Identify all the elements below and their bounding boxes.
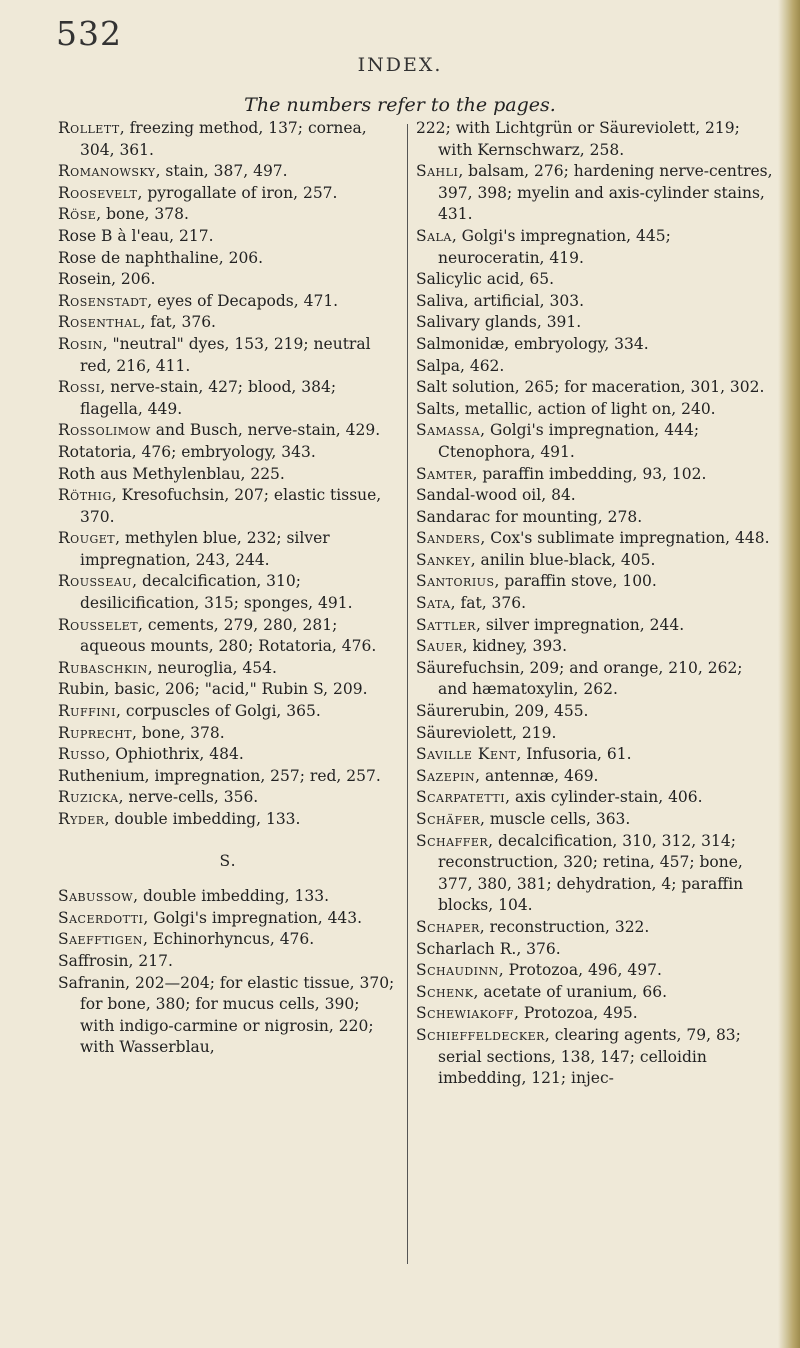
entry-text: , paraffin stove, 100. [494,572,657,591]
entry-author-name: Ruzicka [58,788,119,807]
entry-text: , "neutral" dyes, 153, 219; neutral red, 216, 411. [80,334,371,375]
entry-text: , kidney, 393. [462,637,568,656]
entry-text: , eyes of Decapods, 471. [147,291,339,310]
entry-text: , Protozoa, 496, 497. [498,961,662,980]
index-entry [416,399,774,421]
entry-text: , double imbedding, 133. [104,810,301,828]
entry-text: , Protozoa, 495. [513,1004,638,1023]
index-entry [416,377,774,399]
entry-author-name: Samassa [416,421,481,440]
entry-text: Säurefuchsin, 209; and orange, 210, 262; and hæmatoxylin, 262. [416,658,743,699]
entry-author-name: Russo [58,745,106,764]
index-entry [416,1025,774,1090]
entry-author-name: Rosenstadt [58,291,148,310]
column-divider [407,124,408,1264]
index-entry [58,420,398,442]
entry-author-name: Sabussow [58,887,134,906]
index-entry [416,420,774,463]
entry-text: , methylen blue, 232; silver impregnation, 243, 244. [80,529,330,569]
entry-text: , nerve-stain, 427; blood, 384; flagella, 449. [80,378,337,418]
index-entry [416,312,774,334]
index-entry [58,809,398,831]
entry-author-name: Rosin [58,334,103,353]
entry-text: 222; with Lichtgrün or Säureviolett, 219; with Kernschwarz, 258. [416,119,740,159]
index-entry [416,507,774,529]
entry-text: , fat, 376. [140,313,216,332]
entry-text: Salivary glands, 391. [416,313,582,332]
entry-text: , freezing method, 137; cornea, 304, 361. [80,119,367,159]
index-entry [58,766,398,788]
entry-text: Salt solution, 265; for maceration, 301, 302. [416,378,765,397]
index-entry [58,161,398,183]
running-head: INDEX. [357,54,443,76]
index-entry [58,334,398,377]
index-entry [58,528,398,571]
entry-author-name: Rollett [58,119,120,137]
index-entry [416,787,774,809]
index-entry [416,571,774,593]
entry-author-name: Rossi [58,378,101,397]
entry-text: Saffrosin, 217. [58,951,173,970]
index-entry [416,1003,774,1025]
entry-author-name: Scarpatetti [416,788,506,807]
entry-author-name: Rubaschkin [58,658,148,677]
index-entry [58,908,398,930]
entry-text: , muscle cells, 363. [480,810,631,828]
entry-author-name: Sazepin [416,766,476,785]
index-entry [416,269,774,291]
index-entry [58,571,398,614]
index-entry [416,464,774,486]
index-entry [416,701,774,723]
index-entry [58,723,398,745]
entry-text: , silver impregnation, 244. [475,615,685,634]
index-entry [58,269,398,291]
index-entry [416,744,774,766]
entry-author-name: Rousselet [58,615,139,634]
entry-text: Sandal-wood oil, 84. [416,486,576,505]
entry-text: Rosein, 206. [58,270,156,289]
entry-text: , Ophiothrix, 484. [105,745,244,764]
entry-author-name: Röthig [58,486,112,505]
index-entry [416,550,774,572]
entry-author-name: Sattler [416,615,476,634]
entry-text: , decalcification, 310, 312, 314; reconstruction, 320; retina, 457; bone, 377, 380, 381; dehydration, 4; paraffin blocks, 104. [438,831,744,915]
index-entry [58,248,398,270]
entry-author-name: Schäfer [416,810,481,828]
entry-text: Säurerubin, 209, 455. [416,702,589,721]
index-entry [416,334,774,356]
entry-text: Safranin, 202—204; for elastic tissue, 370; for bone, 380; for mucus cells, 390; with indigo-carmine or nigrosin, 220; with Wasserblau, [58,973,395,1057]
index-entry [416,356,774,378]
entry-text: Ruthenium, impregnation, 257; red, 257. [58,766,381,785]
entry-author-name: Rouget [58,529,116,548]
entry-author-name: Rousseau [58,572,133,591]
index-entry [58,679,398,701]
entry-author-name: Schenk [416,982,474,1001]
entry-text: , Golgi's impregnation, 443. [143,908,363,927]
index-entry [58,183,398,205]
page-number: 532 [56,14,122,53]
index-entry [416,528,774,550]
index-entry [416,723,774,745]
index-entry [416,485,774,507]
entry-text: , Golgi's impregnation, 445; neuroceratin, 419. [438,226,671,267]
entry-text: Rose de naphthaline, 206. [58,248,264,267]
entry-text: Salts, metallic, action of light on, 240. [416,399,716,418]
entry-text: , cements, 279, 280, 281; aqueous mounts, 280; Rotatoria, 476. [80,615,377,656]
index-entry [58,442,398,464]
index-entry [416,766,774,788]
index-entry [58,312,398,334]
index-entry [58,291,398,313]
entry-text: , Echinorhyncus, 476. [142,930,315,949]
index-entry [58,204,398,226]
index-entry [416,636,774,658]
index-entry [416,917,774,939]
entry-author-name: Sauer [416,637,463,656]
entry-text: , Kresofuchsin, 207; elastic tissue, 370. [80,486,382,526]
entry-text: , acetate of uranium, 66. [473,982,668,1001]
left-column [58,118,398,1059]
entry-text: Scharlach R., 376. [416,939,561,958]
right-column [416,118,774,1090]
entry-author-name: Rossolimow [58,421,151,440]
entry-text: , stain, 387, 497. [155,162,288,181]
entry-text: Salpa, 462. [416,356,505,375]
index-entry [58,886,398,908]
entry-text: Sandarac for mounting, 278. [416,507,643,526]
entry-author-name: Schaper [416,917,480,936]
index-entry [58,744,398,766]
entry-text: , axis cylinder-stain, 406. [505,788,703,807]
entry-text: Saliva, artificial, 303. [416,291,585,310]
entry-author-name: Romanowsky [58,162,156,181]
entry-author-name: Sacerdotti [58,908,144,927]
entry-text: , decalcification, 310; desilicification, 315; sponges, 491. [80,572,353,613]
entry-text: Rubin, basic, 206; "acid," Rubin S, 209. [58,680,368,699]
entry-text: Säureviolett, 219. [416,723,557,742]
entry-text: , corpuscles of Golgi, 365. [116,702,321,721]
index-entry [416,831,774,917]
entry-author-name: Sankey [416,550,471,569]
index-entry [58,658,398,680]
index-entry [58,787,398,809]
entry-author-name: Santorius [416,572,495,591]
entry-text: , clearing agents, 79, 83; serial sections, 138, 147; celloidin imbedding, 121; injec- [438,1025,741,1088]
index-entry [58,464,398,486]
entry-text: , neuroglia, 454. [147,658,277,677]
entry-author-name: Ruffini [58,702,117,721]
index-entry [416,982,774,1004]
entry-text: , Cox's sublimate impregnation, 448. [480,529,770,548]
entry-author-name: Rosenthal [58,313,141,332]
entry-text: , Golgi's impregnation, 444; Ctenophora, 491. [438,421,700,461]
entry-text: , reconstruction, 322. [479,917,650,936]
entry-text: , bone, 378. [132,723,225,742]
index-entry [416,593,774,615]
entry-text: , anilin blue-black, 405. [470,550,656,569]
section-letter: S. [219,851,237,870]
entry-author-name: Schaffer [416,831,489,850]
entry-text: , antennæ, 469. [475,766,599,785]
index-entry [58,615,398,658]
index-entry [58,701,398,723]
index-entry [58,377,398,420]
index-entry [58,118,398,161]
index-entry [58,929,398,951]
entry-text: , paraffin imbedding, 93, 102. [472,464,707,483]
entry-text: Salmonidæ, embryology, 334. [416,334,649,353]
entry-author-name: Ruprecht [58,723,133,742]
entry-author-name: Schieffeldecker [416,1025,545,1044]
entry-author-name: Roosevelt [58,183,138,202]
index-subtitle: The numbers refer to the pages. [244,94,556,116]
entry-text: Roth aus Methylenblau, 225. [58,464,285,483]
entry-author-name: Saville Kent [416,745,517,764]
entry-author-name: Saefftigen [58,930,143,949]
index-entry [416,118,774,161]
index-entry [416,658,774,701]
entry-author-name: Sanders [416,529,481,548]
entry-text: , bone, 378. [96,205,189,224]
entry-author-name: Samter [416,464,473,483]
entry-author-name: Ryder [58,810,105,828]
entry-author-name: Sata [416,594,451,613]
entry-text: Rotatoria, 476; embryology, 343. [58,442,316,461]
entry-author-name: Schaudinn [416,961,499,980]
entry-text: and Busch, nerve-stain, 429. [150,421,381,440]
entry-text: , nerve-cells, 356. [118,788,259,807]
entry-text: Rose B à l'eau, 217. [58,226,214,245]
index-entry [416,161,774,226]
entry-text: , Infusoria, 61. [516,745,632,764]
index-entry [58,226,398,248]
entry-text: , double imbedding, 133. [133,887,330,906]
entry-text: , fat, 376. [450,594,527,613]
entry-text: , pyrogallate of iron, 257. [137,183,338,202]
entry-text: , balsam, 276; hardening nerve-centres, 397, 398; myelin and axis-cylinder stains, 431. [438,162,773,224]
entry-author-name: Schewiakoff [416,1004,514,1023]
index-entry [416,809,774,831]
index-entry [58,951,398,973]
entry-text: Salicylic acid, 65. [416,270,555,289]
entry-author-name: Röse [58,205,97,224]
entry-author-name: Sala [416,226,452,245]
entry-author-name: Sahli [416,162,459,181]
index-entry [416,615,774,637]
index-entry [416,226,774,269]
index-entry [416,939,774,961]
index-entry [416,291,774,313]
index-entry [58,485,398,528]
index-entry [58,973,398,1059]
index-entry [416,960,774,982]
page-edge [778,0,800,1348]
